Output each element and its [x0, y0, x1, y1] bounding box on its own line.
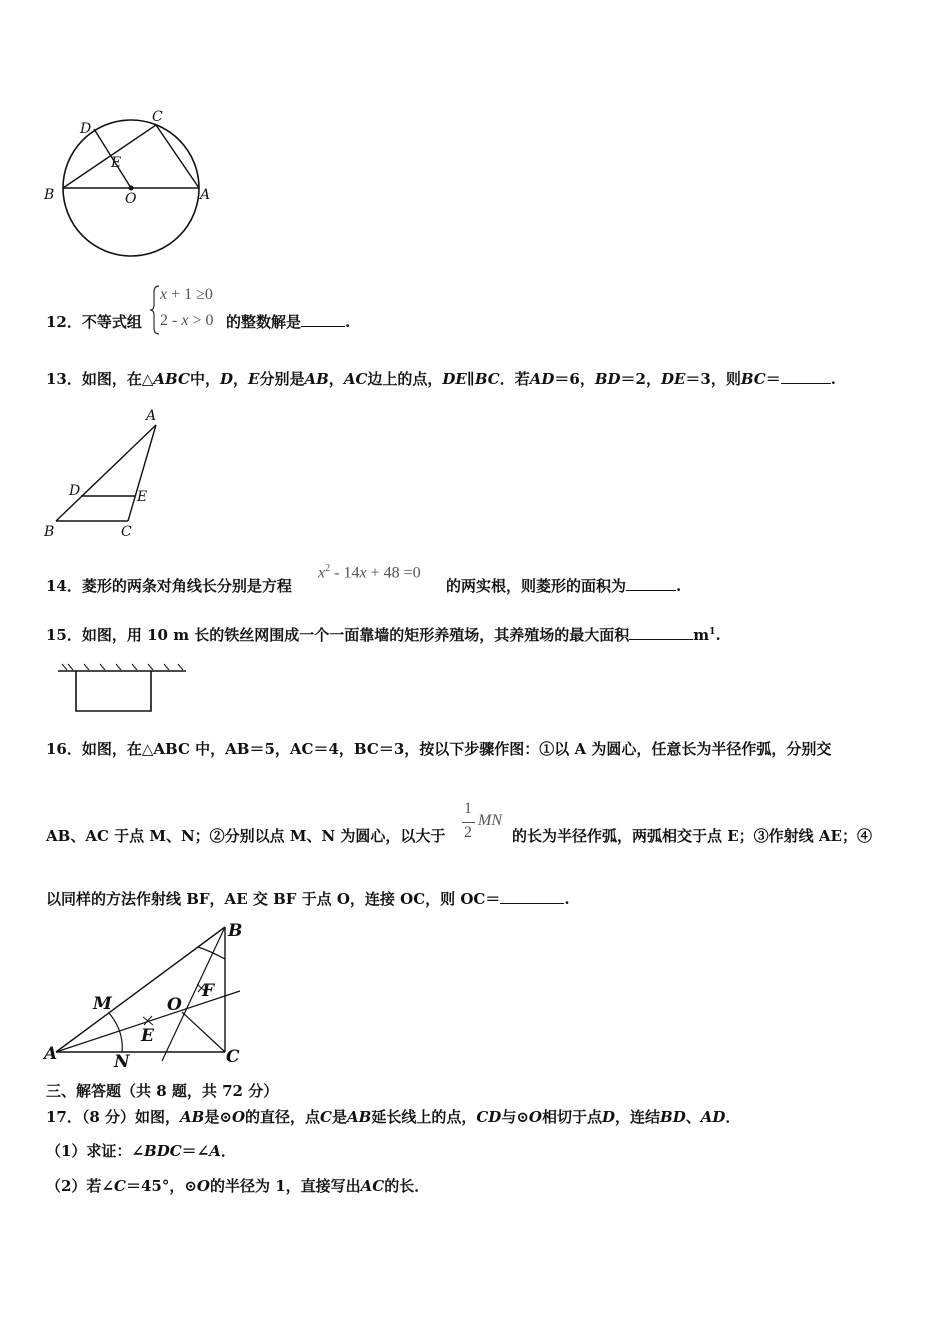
- label-a: A: [200, 187, 211, 203]
- label-d: D: [69, 483, 81, 499]
- p2-mid: ＝45°，⊙: [125, 1177, 197, 1195]
- q17-t2: 的直径，点: [245, 1108, 321, 1126]
- question-16-line-3: [46, 889, 570, 909]
- q17-o2: O: [528, 1108, 542, 1126]
- q14-end: .: [676, 577, 682, 595]
- fraction-denominator: 2: [464, 824, 472, 841]
- label-f: F: [202, 981, 215, 1001]
- enclosure-figure: [54, 658, 194, 718]
- label-a: A: [146, 408, 157, 424]
- answer-blank-15[interactable]: [629, 625, 693, 640]
- q13-bc: BC: [474, 370, 500, 388]
- q13-t8: ＝6，: [554, 370, 595, 388]
- q17-t6: 相切于点: [541, 1108, 602, 1126]
- q13-t10: ＝3，则: [685, 370, 741, 388]
- label-e: E: [111, 155, 122, 171]
- q17-t5: 与⊙: [501, 1108, 529, 1126]
- q13-t3: 分别是: [259, 370, 305, 388]
- q13-t11: ＝: [765, 370, 781, 388]
- p1-prefix: （1）求证：∠: [46, 1142, 145, 1160]
- bisector-figure: [40, 915, 260, 1075]
- q13-t1: 中，: [189, 370, 220, 388]
- inequality-2: [160, 312, 213, 330]
- q13-ad: AD: [529, 370, 555, 388]
- q13-ac: AC: [343, 370, 368, 388]
- label-n: N: [114, 1052, 130, 1072]
- label-m: M: [93, 994, 112, 1014]
- fraction-half-mn: [460, 800, 512, 850]
- label-c: C: [226, 1047, 240, 1067]
- fraction-bar: [462, 822, 475, 823]
- triangle-figure: [40, 405, 170, 545]
- inequality-system: [150, 284, 230, 336]
- q13-abc: ABC: [153, 370, 190, 388]
- q16-line1: 16．如图，在△ABC 中，AB＝5，AC＝4，BC＝3，按以下步骤作图：①以 A 为圆心，任意长为半径作弧，分别交: [46, 740, 832, 758]
- label-c: C: [121, 524, 132, 540]
- q17-d: D: [601, 1108, 615, 1126]
- q15-unit-sup: 1: [709, 627, 716, 637]
- eq-var: x: [318, 564, 326, 582]
- q12-prefix: 12．不等式组: [46, 313, 142, 331]
- q13-end: .: [830, 370, 836, 388]
- question-16-line-1: [46, 739, 831, 759]
- p2-o: O: [196, 1177, 210, 1195]
- circle-figure: [40, 105, 230, 265]
- question-17: [46, 1107, 740, 1127]
- answer-blank-12[interactable]: [301, 312, 345, 327]
- fraction-variable: MN: [478, 812, 502, 829]
- ineq2-rest: > 0: [188, 312, 214, 329]
- p2-prefix: （2）若∠: [46, 1177, 115, 1195]
- p1-mid: ＝∠: [181, 1142, 210, 1160]
- q12-end: .: [345, 313, 351, 331]
- q13-ab: AB: [304, 370, 329, 388]
- q13-d: D: [219, 370, 233, 388]
- label-d: D: [80, 121, 92, 137]
- question-14-suffix: [446, 576, 681, 596]
- question-13: [46, 369, 836, 389]
- ineq1-var: x: [160, 286, 168, 303]
- q13-t6: ∥: [466, 370, 475, 388]
- q13-bc2: BC: [740, 370, 766, 388]
- q16-line2b: 的长为半径作弧，两弧相交于点 E；③作射线 AE；④: [512, 827, 872, 845]
- ineq1-rest: + 1 ≥0: [167, 286, 213, 303]
- q13-de: DE: [442, 370, 467, 388]
- q17-t8: 、: [685, 1108, 701, 1126]
- q12-suffix: 的整数解是: [226, 313, 302, 331]
- ineq2-lhs: 2 -: [160, 312, 182, 329]
- q16-end: .: [564, 890, 570, 908]
- q13-de2: DE: [660, 370, 686, 388]
- q16-line3: 以同样的方法作射线 BF，AE 交 BF 于点 O，连接 OC，则 OC＝: [46, 890, 501, 908]
- q17-t0: 17．（8 分）如图，: [46, 1108, 181, 1126]
- q13-t5: 边上的点，: [367, 370, 443, 388]
- label-a: A: [44, 1044, 58, 1064]
- question-16-line-2a: [46, 826, 445, 846]
- question-15: [46, 622, 721, 645]
- q17-c: C: [320, 1108, 332, 1126]
- eq-sup: 2: [325, 563, 331, 574]
- question-17-part-1: [46, 1141, 236, 1161]
- question-12: [46, 312, 142, 332]
- q13-t0: 13．如图，在△: [46, 370, 154, 388]
- q17-bd: BD: [660, 1108, 686, 1126]
- question-14: [46, 576, 292, 596]
- q14-prefix: 14．菱形的两条对角线长分别是方程: [46, 577, 292, 595]
- q13-t9: ＝2，: [620, 370, 661, 388]
- p2-ac: AC: [360, 1177, 385, 1195]
- p1-bdc: BDC: [144, 1142, 182, 1160]
- q17-t9: ．: [725, 1108, 741, 1126]
- question-17-part-2: [46, 1176, 429, 1196]
- label-b: B: [44, 187, 55, 203]
- fraction-numerator: 1: [464, 800, 472, 817]
- section3-title: 三、解答题（共 8 题，共 72 分）: [46, 1082, 279, 1100]
- q13-t7: ．若: [499, 370, 530, 388]
- q17-cd: CD: [476, 1108, 502, 1126]
- p2-rest: 的半径为 1，直接写出: [210, 1177, 361, 1195]
- q17-t3: 是: [332, 1108, 348, 1126]
- q17-ab2: AB: [347, 1108, 372, 1126]
- p1-a: A: [209, 1142, 221, 1160]
- q13-t2: ，: [233, 370, 249, 388]
- section-title: [46, 1081, 278, 1101]
- q17-t7: ，连结: [615, 1108, 661, 1126]
- q15-unit: m: [693, 626, 710, 644]
- brace-icon: [150, 284, 160, 336]
- q16-line2a: AB、AC 于点 M、N；②分别以点 M、N 为圆心，以大于: [46, 827, 446, 845]
- eq-mid: - 14: [330, 564, 360, 582]
- answer-blank-13[interactable]: [781, 369, 831, 384]
- p1-end: ．: [220, 1142, 236, 1160]
- label-e: E: [141, 1026, 154, 1046]
- q17-ab: AB: [180, 1108, 205, 1126]
- q17-ad: AD: [700, 1108, 726, 1126]
- label-c: C: [152, 109, 163, 125]
- question-16-line-2b: [512, 826, 872, 846]
- q13-bd: BD: [594, 370, 621, 388]
- eq-var2: x: [359, 564, 367, 582]
- question-12-suffix: [226, 312, 350, 332]
- q14-suffix: 的两实根，则菱形的面积为: [446, 577, 627, 595]
- p2-end: 的长．: [384, 1177, 430, 1195]
- ineq2-var: x: [181, 312, 189, 329]
- q15-end: .: [715, 626, 721, 644]
- label-b: B: [44, 524, 55, 540]
- quadratic-equation: [318, 563, 421, 582]
- answer-blank-14[interactable]: [626, 576, 676, 591]
- label-o: O: [167, 995, 182, 1015]
- q17-t1: 是⊙: [204, 1108, 232, 1126]
- inequality-1: [160, 286, 213, 304]
- q13-e: E: [248, 370, 260, 388]
- answer-blank-16[interactable]: [500, 889, 564, 904]
- eq-rest: + 48 =0: [366, 564, 421, 582]
- q17-o: O: [231, 1108, 246, 1126]
- q13-t4: ，: [328, 370, 344, 388]
- q17-t4: 延长线上的点，: [371, 1108, 477, 1126]
- label-e: E: [137, 489, 148, 505]
- p2-c: C: [114, 1177, 126, 1195]
- label-b: B: [228, 921, 243, 941]
- q15-prefix: 15．如图，用 10 m 长的铁丝网围成一个一面靠墙的矩形养殖场，其养殖场的最大面积: [46, 626, 630, 644]
- label-o: O: [125, 191, 137, 207]
